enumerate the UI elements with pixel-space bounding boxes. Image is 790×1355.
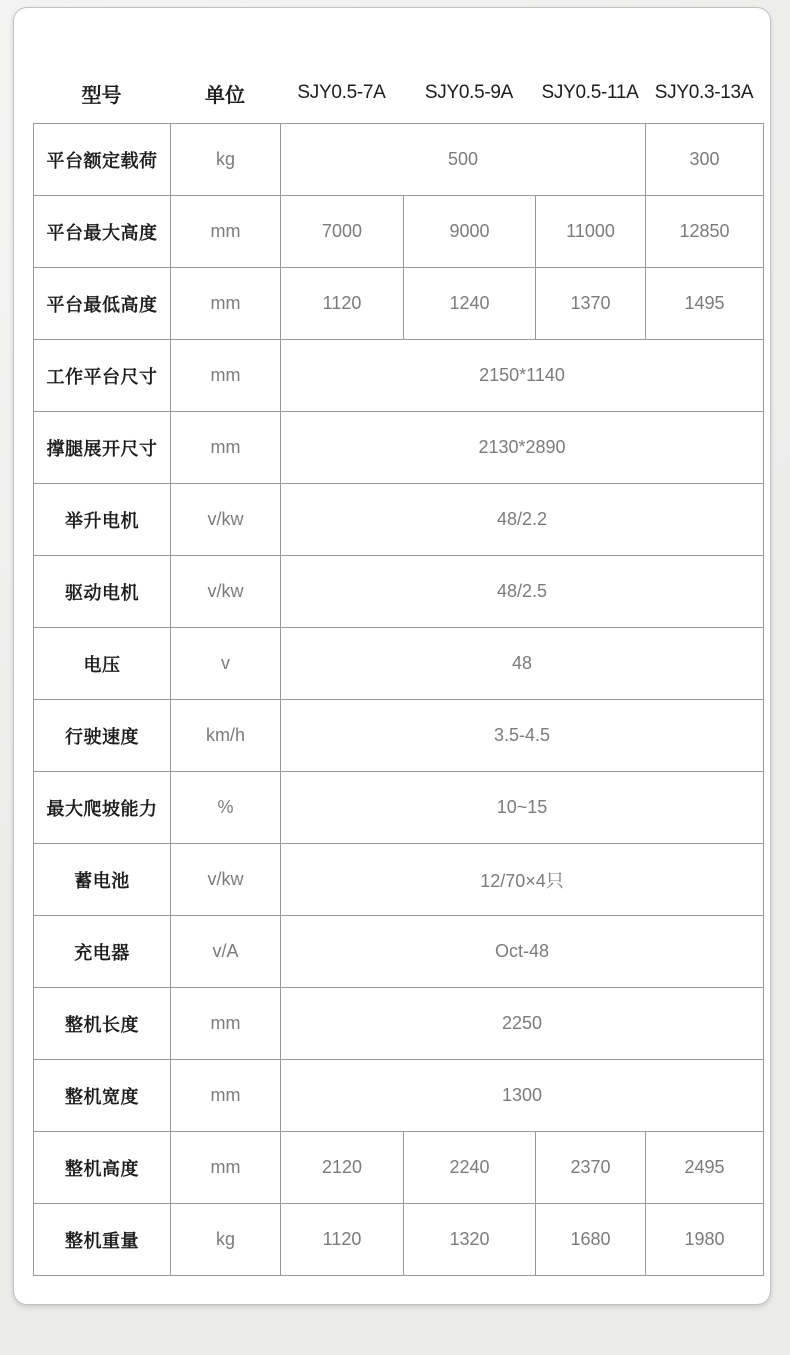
value-cell: 500 (281, 124, 646, 196)
spec-table-header (33, 63, 763, 123)
row-label: 举升电机 (34, 484, 171, 556)
unit-cell: mm (171, 268, 281, 340)
spec-table (33, 123, 764, 1276)
value-cell: 48 (281, 628, 764, 700)
table-row-travel-speed (34, 700, 764, 772)
row-label: 工作平台尺寸 (34, 340, 171, 412)
row-label: 最大爬坡能力 (34, 772, 171, 844)
value-cell: 12850 (646, 196, 764, 268)
value-cell: 300 (646, 124, 764, 196)
table-row-overall-height (34, 1132, 764, 1204)
unit-cell: v/kw (171, 484, 281, 556)
header-model-sjy05-11a: SJY0.5-11A (541, 82, 639, 103)
table-row-lift-motor (34, 484, 764, 556)
value-cell: Oct-48 (281, 916, 764, 988)
table-row-platform-size (34, 340, 764, 412)
table-row-max-platform-height (34, 196, 764, 268)
value-cell: 1495 (646, 268, 764, 340)
value-cell: 1300 (281, 1060, 764, 1132)
header-model-sjy03-13a: SJY0.3-13A (654, 82, 754, 103)
table-row-voltage (34, 628, 764, 700)
value-cell: 7000 (281, 196, 404, 268)
unit-cell: v/A (171, 916, 281, 988)
value-cell: 11000 (536, 196, 646, 268)
row-label: 蓄电池 (34, 844, 171, 916)
table-row-overall-width (34, 1060, 764, 1132)
table-row-drive-motor (34, 556, 764, 628)
row-label: 整机高度 (34, 1132, 171, 1204)
value-cell: 10~15 (281, 772, 764, 844)
table-row-outrigger-spread-size (34, 412, 764, 484)
unit-cell: km/h (171, 700, 281, 772)
unit-cell: mm (171, 340, 281, 412)
unit-cell: mm (171, 1060, 281, 1132)
table-row-overall-length (34, 988, 764, 1060)
table-row-overall-weight (34, 1204, 764, 1276)
value-cell: 1120 (281, 1204, 404, 1276)
row-label: 平台最低高度 (34, 268, 171, 340)
value-cell: 1370 (536, 268, 646, 340)
value-cell: 12/70×4只 (281, 844, 764, 916)
row-label: 平台额定载荷 (34, 124, 171, 196)
row-label: 整机宽度 (34, 1060, 171, 1132)
value-cell: 2250 (281, 988, 764, 1060)
row-label: 整机重量 (34, 1204, 171, 1276)
value-cell: 1240 (404, 268, 536, 340)
table-row-rated-load (34, 124, 764, 196)
unit-cell: mm (171, 988, 281, 1060)
value-cell: 2240 (404, 1132, 536, 1204)
header-model-sjy05-7a: SJY0.5-7A (297, 82, 386, 103)
table-row-battery (34, 844, 764, 916)
unit-cell: % (171, 772, 281, 844)
row-label: 平台最大高度 (34, 196, 171, 268)
value-cell: 2130*2890 (281, 412, 764, 484)
value-cell: 48/2.2 (281, 484, 764, 556)
header-model-col-label: 型号 (81, 84, 122, 107)
unit-cell: kg (171, 124, 281, 196)
table-row-min-platform-height (34, 268, 764, 340)
value-cell: 2120 (281, 1132, 404, 1204)
spec-card (13, 7, 771, 1305)
value-cell: 3.5-4.5 (281, 700, 764, 772)
unit-cell: mm (171, 196, 281, 268)
value-cell: 2150*1140 (281, 340, 764, 412)
unit-cell: v/kw (171, 556, 281, 628)
value-cell: 48/2.5 (281, 556, 764, 628)
value-cell: 9000 (404, 196, 536, 268)
unit-cell: kg (171, 1204, 281, 1276)
header-row (33, 63, 763, 123)
value-cell: 2370 (536, 1132, 646, 1204)
unit-cell: mm (171, 1132, 281, 1204)
header-model-sjy05-9a: SJY0.5-9A (424, 82, 514, 103)
table-row-charger (34, 916, 764, 988)
row-label: 整机长度 (34, 988, 171, 1060)
row-label: 撑腿展开尺寸 (34, 412, 171, 484)
row-label: 驱动电机 (34, 556, 171, 628)
value-cell: 1120 (281, 268, 404, 340)
row-label: 行驶速度 (34, 700, 171, 772)
value-cell: 1680 (536, 1204, 646, 1276)
unit-cell: v/kw (171, 844, 281, 916)
table-row-max-gradeability (34, 772, 764, 844)
value-cell: 1320 (404, 1204, 536, 1276)
value-cell: 1980 (646, 1204, 764, 1276)
header-unit-col-label: 单位 (205, 84, 245, 107)
row-label: 电压 (34, 628, 171, 700)
unit-cell: mm (171, 412, 281, 484)
value-cell: 2495 (646, 1132, 764, 1204)
row-label: 充电器 (34, 916, 171, 988)
unit-cell: v (171, 628, 281, 700)
